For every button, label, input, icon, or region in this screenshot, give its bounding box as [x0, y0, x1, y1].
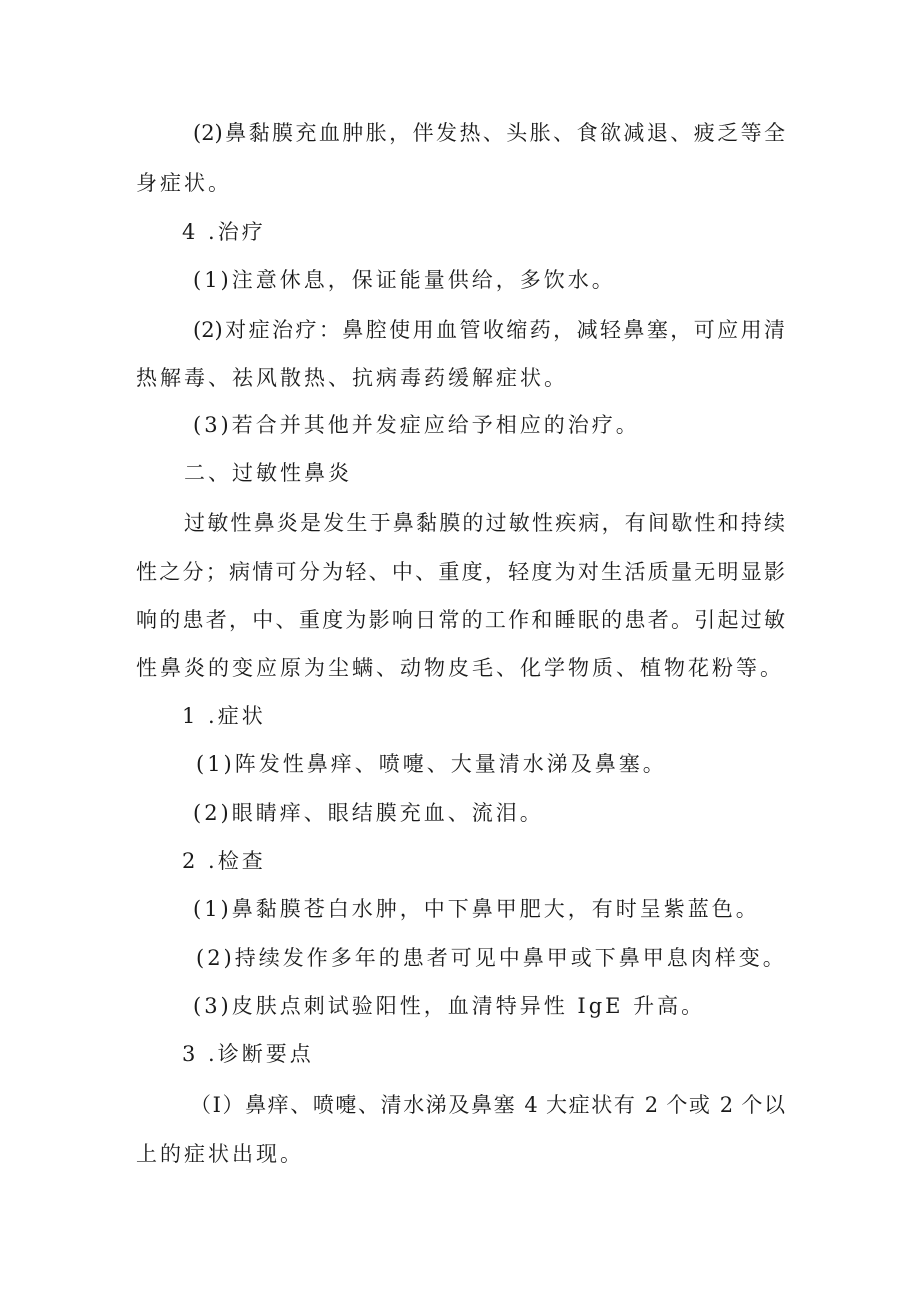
exam-item-1: (1)鼻黏膜苍白水肿，中下鼻甲肥大，有时呈紫蓝色。	[193, 897, 760, 921]
exam-item-3: (3)皮肤点刺试验阳性，血清特异性 IgE 升高。	[193, 994, 706, 1018]
symptom-item-1: (1)阵发性鼻痒、喷嚏、大量清水涕及鼻塞。	[196, 752, 667, 776]
treatment-item-2-line-2: 热解毒、祛风散热、抗病毒药缓解症状。	[136, 366, 568, 390]
symptom-item-2: (2)眼睛痒、眼结膜充血、流泪。	[193, 801, 544, 825]
paragraph-1-line-2: 身症状。	[136, 171, 232, 195]
diagnosis-item-1-line-1: （I）鼻痒、喷嚏、清水涕及鼻塞 4 大症状有 2 个或 2 个以	[190, 1093, 785, 1117]
section-heading-diagnosis: 3 .诊断要点	[182, 1042, 314, 1066]
treatment-item-1: (1)注意休息，保证能量供给，多饮水。	[193, 268, 616, 292]
intro-line-2: 性之分；病情可分为轻、中、重度，轻度为对生活质量无明显影	[136, 560, 785, 584]
intro-line-4: 性鼻炎的变应原为尘螨、动物皮毛、化学物质、植物花粉等。	[136, 656, 784, 680]
paragraph-1-line-1: (2)鼻黏膜充血肿胀，伴发热、头胀、食欲减退、疲乏等全	[193, 121, 785, 145]
intro-line-1: 过敏性鼻炎是发生于鼻黏膜的过敏性疾病，有间歇性和持续	[184, 511, 785, 535]
section-heading-examination: 2 .检查	[182, 849, 266, 873]
intro-line-3: 响的患者，中、重度为影响日常的工作和睡眠的患者。引起过敏	[136, 608, 785, 632]
exam-item-2: (2)持续发作多年的患者可见中鼻甲或下鼻甲息肉样变。	[196, 946, 787, 970]
treatment-item-2-line-1: (2)对症治疗：鼻腔使用血管收缩药，减轻鼻塞，可应用清	[193, 318, 785, 342]
section-heading-treatment: 4 .治疗	[182, 220, 266, 244]
diagnosis-item-1-line-2: 上的症状出现。	[136, 1142, 304, 1166]
section-heading-symptoms: 1 .症状	[182, 704, 266, 728]
treatment-item-3: (3)若合并其他并发症应给予相应的治疗。	[193, 413, 640, 437]
section-heading-allergic-rhinitis: 二、过敏性鼻炎	[184, 461, 352, 485]
